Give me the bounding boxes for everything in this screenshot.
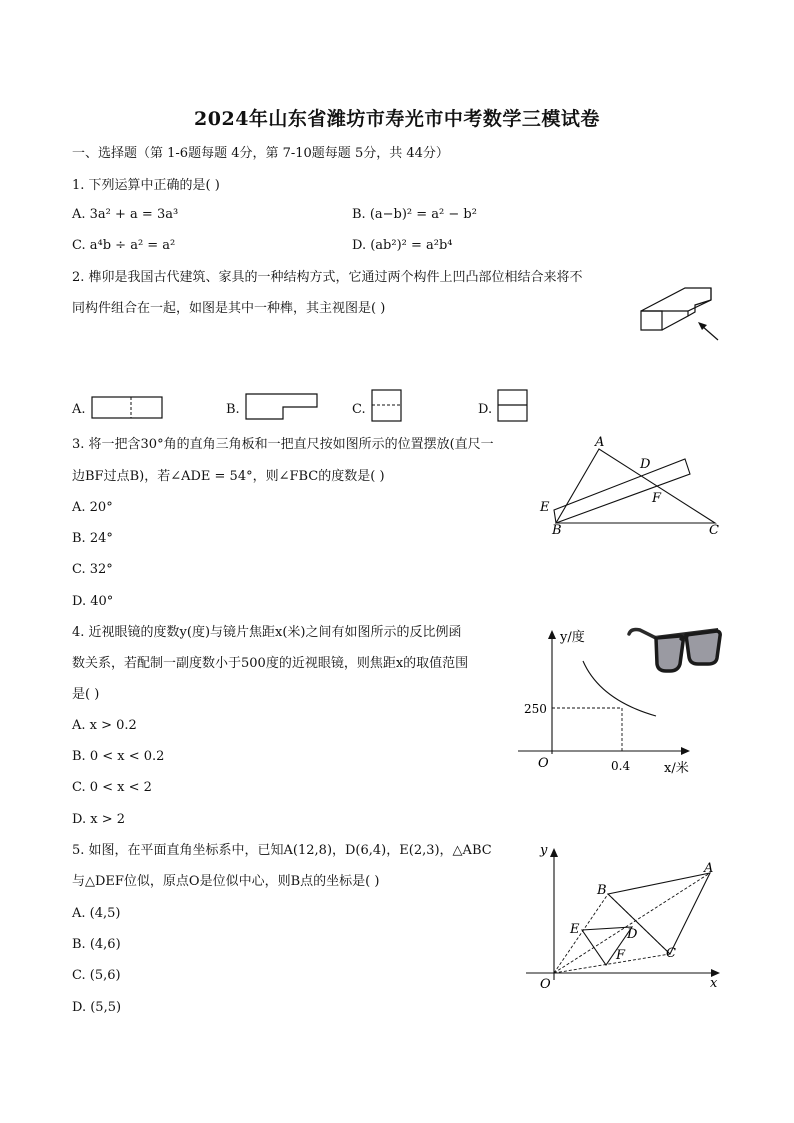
label-e: E	[540, 500, 550, 515]
question-5-option-d[interactable]: D. (5,5)	[72, 1000, 122, 1015]
question-3-option-b[interactable]: B. 24°	[72, 531, 113, 546]
x-tick-label: 0.4	[611, 759, 631, 773]
question-5-stem-line2: 与△DEF位似，原点O是位似中心，则B点的坐标是( )	[72, 874, 380, 889]
label-a: A	[704, 861, 714, 876]
question-4-stem-line2: 数关系，若配制一副度数小于500度的近视眼镜，则焦距x的取值范围	[72, 656, 469, 671]
view-arrow	[702, 326, 718, 340]
question-5-stem-line1: 5. 如图，在平面直角坐标系中，已知A(12,8)，D(6,4)，E(2,3)，△ABC	[72, 843, 492, 858]
glasses-icon	[626, 626, 722, 676]
question-1-option-a[interactable]: A. 3a² + a = 3a³	[72, 207, 179, 222]
question-3-stem-line1: 3. 将一把含30°角的直角三角板和一把直尺按如图所示的位置摆放(直尺一	[72, 437, 494, 452]
label-c: C	[709, 523, 719, 538]
x-axis-label: x	[710, 976, 718, 991]
question-4-option-b[interactable]: B. 0 < x < 0.2	[72, 749, 165, 764]
question-4-stem-line3: 是( )	[72, 687, 100, 702]
question-3-option-c[interactable]: C. 32°	[72, 562, 113, 577]
label-e: E	[570, 922, 580, 937]
question-3-figure	[530, 430, 730, 540]
question-5-option-c[interactable]: C. (5,6)	[72, 968, 121, 983]
label-f: F	[616, 948, 626, 963]
question-2-option-d-figure[interactable]	[497, 389, 529, 423]
y-tick-label: 250	[524, 702, 547, 716]
question-5-option-b[interactable]: B. (4,6)	[72, 937, 121, 952]
question-4-option-c[interactable]: C. 0 < x < 2	[72, 780, 152, 795]
question-2-option-d-label[interactable]: D.	[478, 402, 493, 417]
question-3-option-a[interactable]: A. 20°	[72, 500, 113, 515]
question-2-option-c-figure[interactable]	[371, 389, 403, 423]
y-axis-label: y/度	[560, 630, 585, 645]
question-1-option-c[interactable]: C. a⁴b ÷ a² = a²	[72, 238, 176, 253]
question-1-option-d[interactable]: D. (ab²)² = a²b⁴	[352, 238, 453, 253]
label-d: D	[640, 457, 651, 472]
tenon-figure	[638, 278, 722, 346]
question-2-option-b-figure[interactable]	[245, 393, 319, 421]
question-1-option-b[interactable]: B. (a−b)² = a² − b²	[352, 207, 477, 222]
question-2-option-a-figure[interactable]	[91, 396, 163, 420]
page-title: 2024年山东省潍坊市寿光市中考数学三模试卷	[194, 108, 600, 130]
question-2-option-a-label[interactable]: A.	[72, 402, 86, 417]
question-2-stem-line1: 2. 榫卯是我国古代建筑、家具的一种结构方式，它通过两个构件上凹凸部位相结合来将不	[72, 270, 583, 285]
triangle-abc	[608, 873, 710, 954]
question-2-option-c-label[interactable]: C.	[352, 402, 366, 417]
label-d: D	[627, 927, 638, 942]
label-f: F	[652, 491, 662, 506]
origin-label: O	[540, 977, 551, 992]
origin-label: O	[538, 756, 549, 771]
label-b: B	[552, 523, 562, 538]
triangle-abc	[556, 449, 715, 523]
question-1-stem: 1. 下列运算中正确的是( )	[72, 178, 220, 193]
label-c: C	[666, 946, 676, 961]
question-2-option-b-label[interactable]: B.	[226, 402, 240, 417]
question-2-stem-line2: 同构件组合在一起，如图是其中一种榫，其主视图是( )	[72, 301, 386, 316]
question-5-figure	[520, 840, 730, 1000]
x-axis-label: x/米	[664, 761, 689, 776]
section-heading: 一、选择题（第 1-6题每题 4分，第 7-10题每题 5分，共 44分）	[72, 146, 449, 161]
label-a: A	[595, 435, 605, 450]
question-4-option-d[interactable]: D. x > 2	[72, 812, 125, 827]
y-axis-label: y	[540, 843, 548, 858]
question-4-stem-line1: 4. 近视眼镜的度数y(度)与镜片焦距x(米)之间有如图所示的反比例函	[72, 625, 462, 640]
question-3-stem-line2: 边BF过点B)，若∠ADE = 54°，则∠FBC的度数是( )	[72, 469, 385, 484]
question-4-option-a[interactable]: A. x > 0.2	[72, 718, 137, 733]
question-3-option-d[interactable]: D. 40°	[72, 594, 114, 609]
label-b: B	[597, 883, 607, 898]
question-5-option-a[interactable]: A. (4,5)	[72, 906, 121, 921]
